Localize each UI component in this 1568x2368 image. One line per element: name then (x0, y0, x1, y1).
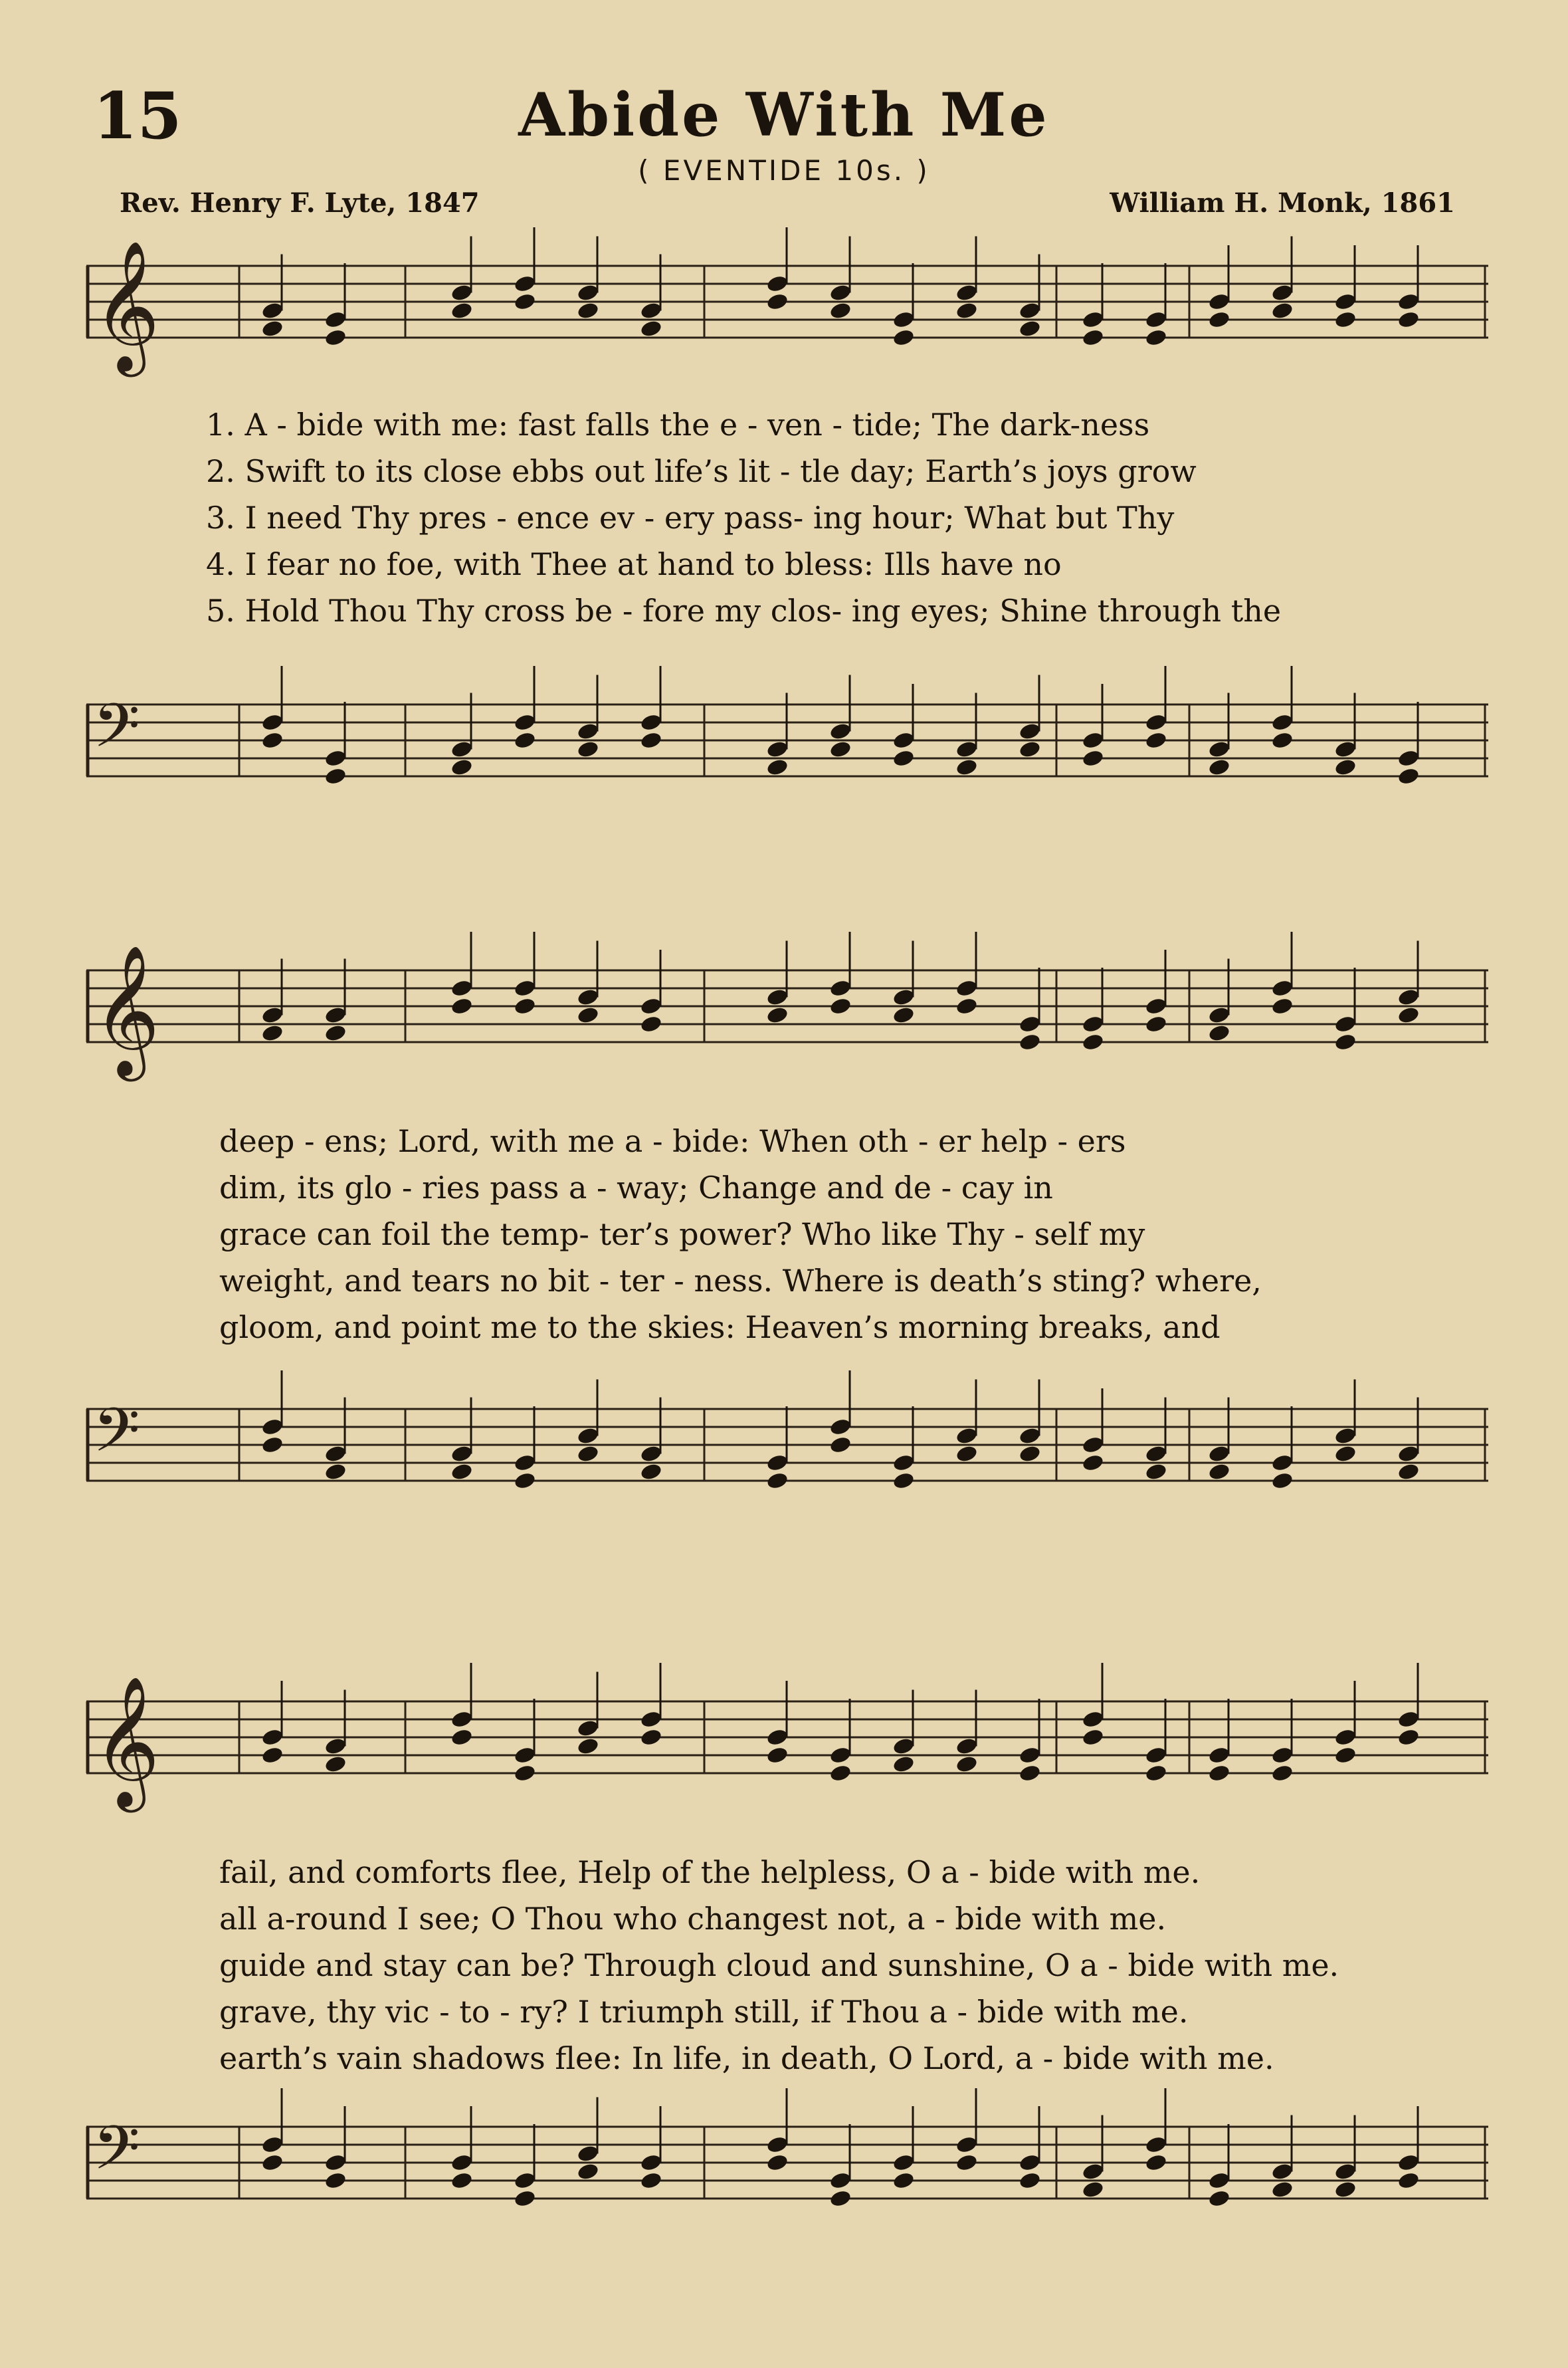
note-head (1018, 2153, 1041, 2172)
note-head (1333, 1444, 1357, 1463)
note-head (892, 2153, 915, 2172)
note-head (1207, 758, 1230, 777)
note-head (829, 301, 852, 320)
note-head (324, 2171, 347, 2190)
note-head (1270, 2162, 1294, 2181)
verse-line (206, 407, 1482, 453)
verse-line (219, 1263, 1495, 1309)
verse-line (219, 1947, 1495, 1994)
note-head (576, 1444, 599, 1463)
note-head (1397, 2153, 1420, 2172)
note-head (829, 996, 852, 1016)
note-head (1207, 1006, 1230, 1025)
note-head (324, 766, 347, 786)
note-head (1333, 310, 1357, 329)
note-head (450, 1462, 473, 1481)
lyric-text: gloom, and point me to the skies: Heaven’s morning breaks, and (219, 1309, 1221, 1345)
note-head (829, 978, 852, 998)
note-head (955, 2153, 978, 2172)
verses-system-2 (219, 1123, 1495, 1356)
note-head (1333, 2162, 1357, 2181)
lyric-text: grace can foil the temp- ter’s power? Who like Thy - self my (219, 1216, 1145, 1252)
note-head (1144, 1745, 1167, 1765)
note-head (260, 1727, 284, 1747)
note-head (639, 1462, 662, 1481)
note-head (260, 1417, 284, 1436)
note-head (513, 1471, 536, 1490)
note-head (576, 1719, 599, 1738)
note-head (829, 283, 852, 302)
note-head (639, 301, 662, 320)
note-head (1081, 2162, 1104, 2181)
note-head (576, 2162, 599, 2181)
note-head (1081, 1435, 1104, 1454)
note-head (1081, 2180, 1104, 2199)
note-head (892, 1737, 915, 1756)
note-head (1144, 712, 1167, 732)
note-head (576, 1426, 599, 1446)
note-head (892, 988, 915, 1007)
verse-line (219, 1123, 1495, 1170)
hymn-title: Abide With Me (518, 80, 1050, 150)
note-head (1144, 996, 1167, 1016)
note-head (829, 2171, 852, 2190)
note-head (513, 996, 536, 1016)
note-head (892, 1755, 915, 1774)
note-head (513, 2171, 536, 2190)
author-credit: Rev. Henry F. Lyte, 1847 (120, 187, 480, 219)
note-head (513, 730, 536, 750)
note-head (260, 712, 284, 732)
note-head (1333, 1426, 1357, 1446)
note-head (1397, 748, 1420, 768)
note-head (1397, 1709, 1420, 1729)
note-head (765, 2153, 789, 2172)
lyric-text: 5. Hold Thou Thy cross be - fore my clos- ing eyes; Shine through the (206, 593, 1282, 629)
verse-line (219, 1854, 1495, 1901)
note-head (1333, 1727, 1357, 1747)
note-head (955, 2135, 978, 2154)
note-head (513, 1763, 536, 1782)
note-head (450, 2171, 473, 2190)
note-head (1144, 1763, 1167, 1782)
note-head (829, 1745, 852, 1765)
note-head (1270, 978, 1294, 998)
note-head (892, 748, 915, 768)
note-head (892, 310, 915, 329)
note-head (1144, 1462, 1167, 1481)
treble-staff-2 (86, 944, 1488, 1090)
note-head (1397, 1006, 1420, 1025)
note-head (829, 1435, 852, 1454)
note-head (450, 758, 473, 777)
note-head (955, 1444, 978, 1463)
note-head (1144, 328, 1167, 347)
note-head (513, 292, 536, 311)
note-head (1270, 1453, 1294, 1472)
lyric-text: grave, thy vic - to - ry? I triumph still, if Thou a - bide with me. (219, 1994, 1189, 2030)
note-head (1207, 292, 1230, 311)
treble-clef-icon: 𝄞 (93, 240, 160, 372)
note-head (576, 283, 599, 302)
note-head (576, 2144, 599, 2163)
note-head (639, 319, 662, 338)
bass-staff-3 (86, 2087, 1488, 2286)
note-head (1397, 2171, 1420, 2190)
treble-clef-icon: 𝄞 (93, 944, 160, 1076)
lyric-text: 4. I fear no foe, with Thee at hand to bless: Ills have no (206, 546, 1062, 582)
note-head (576, 988, 599, 1007)
note-head (1333, 1032, 1357, 1051)
note-head (260, 730, 284, 750)
note-head (450, 1709, 473, 1729)
note-head (324, 1444, 347, 1463)
lyric-text: 2. Swift to its close ebbs out life’s lit - tle day; Earth’s joys grow (206, 453, 1197, 489)
note-head (1018, 722, 1041, 741)
note-head (892, 2171, 915, 2190)
note-head (639, 2171, 662, 2190)
lyric-text: dim, its glo - ries pass a - way; Change and de - cay in (219, 1170, 1053, 1206)
lyric-text: deep - ens; Lord, with me a - bide: When oth - er help - ers (219, 1123, 1126, 1159)
note-head (955, 758, 978, 777)
hymn-number: 15 (93, 78, 182, 154)
note-head (260, 301, 284, 320)
note-head (892, 328, 915, 347)
note-head (1333, 740, 1357, 759)
note-head (1144, 1014, 1167, 1033)
verses-system-3 (219, 1854, 1495, 2087)
note-head (324, 1462, 347, 1481)
note-head (1207, 1462, 1230, 1481)
note-head (639, 730, 662, 750)
note-head (639, 1014, 662, 1033)
note-head (955, 996, 978, 1016)
note-head (765, 1471, 789, 1490)
verse-line (219, 1994, 1495, 2040)
note-head (1018, 301, 1041, 320)
note-head (955, 1737, 978, 1756)
note-head (1144, 2153, 1167, 2172)
lyric-text: 3. I need Thy pres - ence ev - ery pass- ing hour; What but Thy (206, 500, 1175, 536)
note-head (1144, 730, 1167, 750)
verse-line (219, 1170, 1495, 1216)
note-head (324, 2153, 347, 2172)
note-head (1397, 310, 1420, 329)
note-head (1018, 1426, 1041, 1446)
note-head (324, 328, 347, 347)
note-head (576, 301, 599, 320)
note-head (576, 1006, 599, 1025)
note-head (1018, 740, 1041, 759)
note-head (513, 712, 536, 732)
note-head (1144, 2135, 1167, 2154)
verse-line (219, 1901, 1495, 1947)
note-head (1081, 1032, 1104, 1051)
note-head (1207, 2189, 1230, 2208)
note-head (450, 1444, 473, 1463)
verse-line (206, 593, 1482, 639)
note-head (955, 740, 978, 759)
verse-line (219, 2040, 1495, 2087)
note-head (1270, 996, 1294, 1016)
note-head (1397, 292, 1420, 311)
note-head (955, 978, 978, 998)
note-head (892, 1453, 915, 1472)
note-head (1081, 328, 1104, 347)
note-head (955, 301, 978, 320)
note-head (765, 1006, 789, 1025)
bass-clef-icon: 𝄢 (93, 691, 140, 776)
note-head (1018, 1745, 1041, 1765)
note-head (324, 1023, 347, 1043)
note-head (1333, 1014, 1357, 1033)
note-head (1270, 712, 1294, 732)
note-head (829, 740, 852, 759)
lyric-text: 1. A - bide with me: fast falls the e - ven - tide; The dark-ness (206, 407, 1150, 443)
note-head (765, 1745, 789, 1765)
note-head (639, 712, 662, 732)
note-head (829, 722, 852, 741)
note-head (260, 2135, 284, 2154)
verse-line (206, 453, 1482, 500)
note-head (1207, 2171, 1230, 2190)
note-head (513, 2189, 536, 2208)
note-head (892, 1471, 915, 1490)
note-head (1207, 1444, 1230, 1463)
verse-line (206, 500, 1482, 546)
note-head (1270, 1471, 1294, 1490)
note-head (765, 274, 789, 293)
note-head (955, 1755, 978, 1774)
note-head (829, 2189, 852, 2208)
note-head (450, 978, 473, 998)
note-head (260, 1006, 284, 1025)
note-head (1270, 730, 1294, 750)
treble-staff-3 (86, 1675, 1488, 1821)
note-head (1397, 1727, 1420, 1747)
note-head (639, 1709, 662, 1729)
note-head (1018, 2171, 1041, 2190)
note-head (1081, 1709, 1104, 1729)
note-head (1081, 748, 1104, 768)
tune-name: ( EVENTIDE 10s. ) (638, 154, 930, 187)
note-head (639, 1727, 662, 1747)
note-head (324, 1737, 347, 1756)
note-head (1018, 1444, 1041, 1463)
verse-line (219, 1216, 1495, 1263)
verse-line (219, 1309, 1495, 1356)
verses-system-1 (206, 407, 1482, 639)
note-head (1018, 1014, 1041, 1033)
note-head (513, 274, 536, 293)
note-head (450, 1727, 473, 1747)
note-head (1207, 1023, 1230, 1043)
treble-clef-icon: 𝄞 (93, 1675, 160, 1807)
note-head (765, 988, 789, 1007)
note-head (450, 283, 473, 302)
note-head (1081, 1727, 1104, 1747)
note-head (324, 310, 347, 329)
note-head (1081, 1453, 1104, 1472)
note-head (765, 292, 789, 311)
composer-credit: William H. Monk, 1861 (1110, 187, 1455, 219)
note-head (1270, 301, 1294, 320)
bass-clef-icon: 𝄢 (93, 2113, 140, 2198)
note-head (1018, 1032, 1041, 1051)
note-head (324, 748, 347, 768)
note-head (260, 2153, 284, 2172)
note-head (576, 1737, 599, 1756)
verse-line (206, 546, 1482, 593)
note-head (450, 301, 473, 320)
note-head (1018, 1763, 1041, 1782)
note-head (829, 1763, 852, 1782)
note-head (1270, 1745, 1294, 1765)
note-head (450, 996, 473, 1016)
note-head (1207, 1763, 1230, 1782)
note-head (639, 2153, 662, 2172)
note-head (1397, 988, 1420, 1007)
note-head (1081, 1014, 1104, 1033)
note-head (260, 1745, 284, 1765)
note-head (765, 758, 789, 777)
note-head (1207, 310, 1230, 329)
lyric-text: all a-round I see; O Thou who changest not, a - bide with me. (219, 1901, 1167, 1937)
note-head (955, 283, 978, 302)
note-head (639, 1444, 662, 1463)
note-head (513, 978, 536, 998)
lyric-text: fail, and comforts flee, Help of the helpless, O a - bide with me. (219, 1854, 1201, 1890)
note-head (1207, 740, 1230, 759)
note-head (513, 1453, 536, 1472)
bass-clef-icon: 𝄢 (93, 1395, 140, 1480)
note-head (1081, 310, 1104, 329)
note-head (892, 730, 915, 750)
lyric-text: guide and stay can be? Through cloud and sunshine, O a - bide with me. (219, 1947, 1339, 1983)
note-head (1270, 283, 1294, 302)
note-head (1397, 1444, 1420, 1463)
note-head (260, 319, 284, 338)
note-head (765, 1727, 789, 1747)
note-head (1207, 1745, 1230, 1765)
note-head (576, 740, 599, 759)
bass-staff-1 (86, 665, 1488, 837)
lyric-text: weight, and tears no bit - ter - ness. Where is death’s sting? where, (219, 1263, 1262, 1299)
note-head (450, 2153, 473, 2172)
note-head (1333, 758, 1357, 777)
note-head (1081, 730, 1104, 750)
note-head (1333, 2180, 1357, 2199)
lyric-text: earth’s vain shadows flee: In life, in death, O Lord, a - bide with me. (219, 2040, 1274, 2076)
note-head (513, 1745, 536, 1765)
note-head (324, 1006, 347, 1025)
note-head (576, 722, 599, 741)
note-head (955, 1426, 978, 1446)
note-head (260, 1435, 284, 1454)
note-head (765, 2135, 789, 2154)
note-head (1144, 1444, 1167, 1463)
note-head (1333, 292, 1357, 311)
note-head (765, 1453, 789, 1472)
note-head (1144, 310, 1167, 329)
note-head (892, 1006, 915, 1025)
note-head (1397, 766, 1420, 786)
treble-staff-1 (86, 240, 1488, 385)
note-head (639, 996, 662, 1016)
note-head (1018, 319, 1041, 338)
note-head (450, 740, 473, 759)
note-head (1397, 1462, 1420, 1481)
note-head (829, 1417, 852, 1436)
note-head (260, 1023, 284, 1043)
note-head (324, 1755, 347, 1774)
bass-staff-2 (86, 1369, 1488, 1568)
note-head (1333, 1745, 1357, 1765)
note-head (1270, 2180, 1294, 2199)
note-head (765, 740, 789, 759)
note-head (1270, 1763, 1294, 1782)
